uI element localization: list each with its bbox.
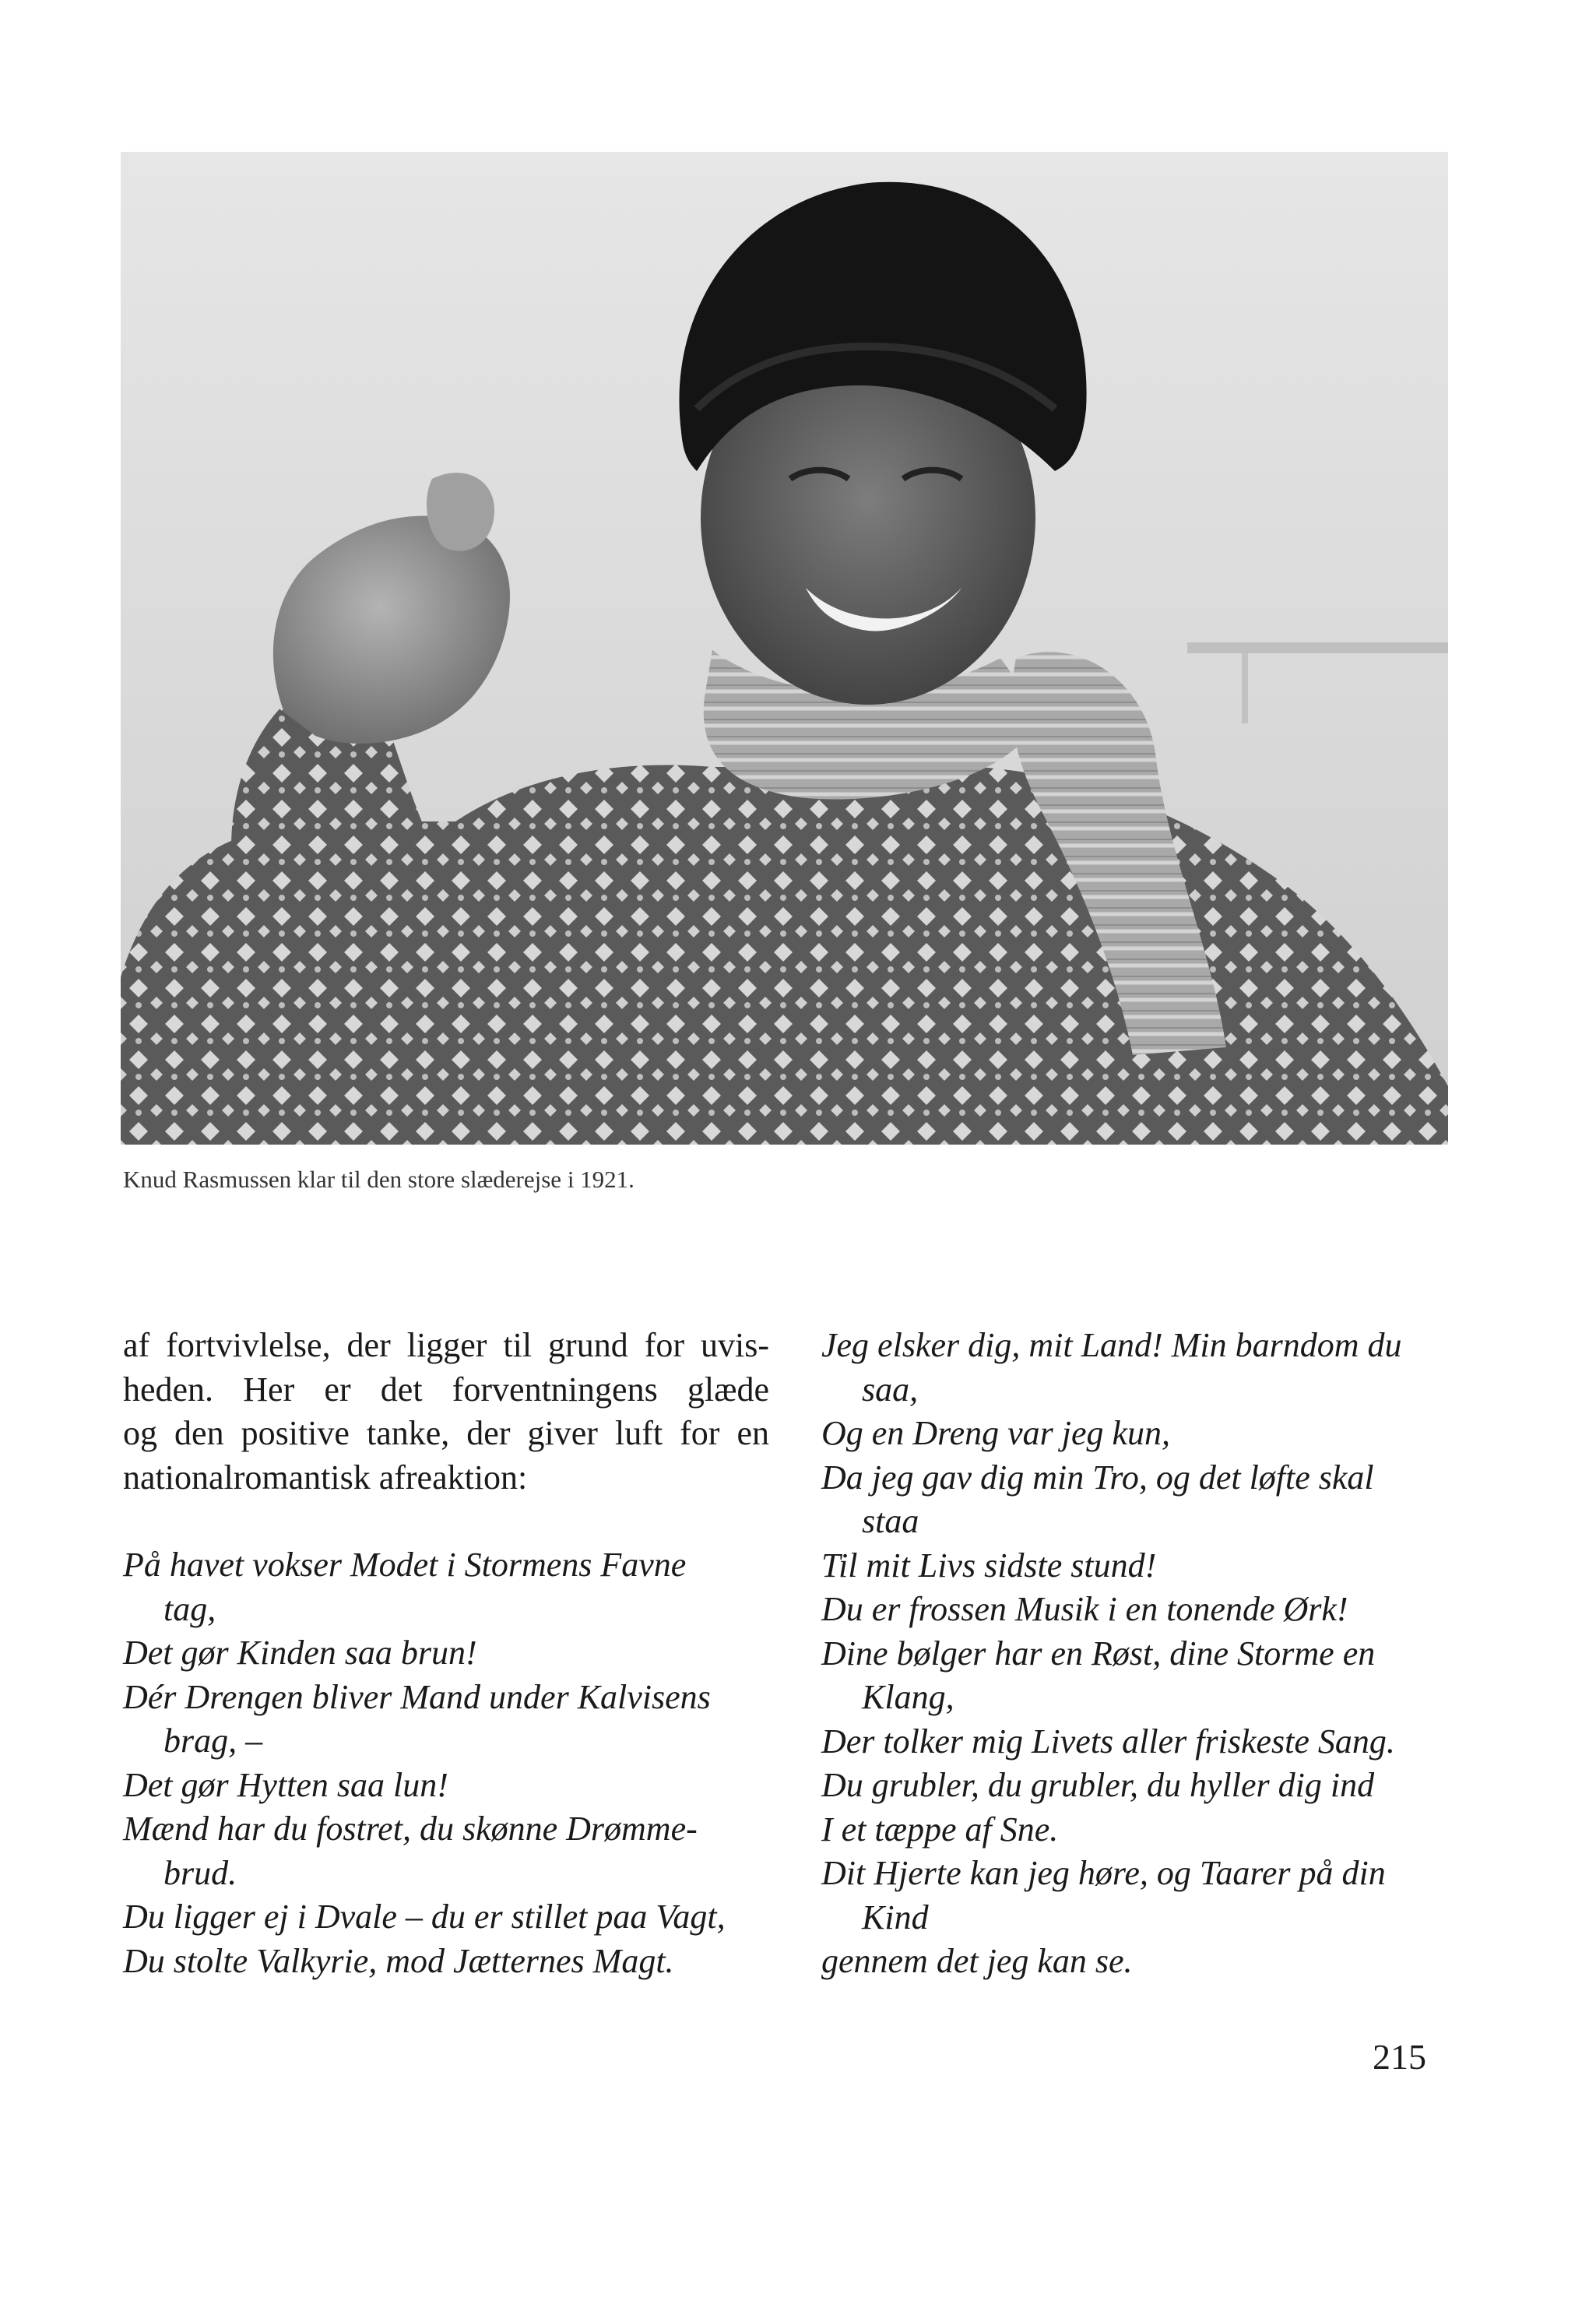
left-column	[123, 1324, 769, 1983]
prose-paragraph	[123, 1324, 769, 1500]
verse-line: På havet vokser Modet i Stormens Favne tag,	[123, 1546, 687, 1628]
portrait-photo	[121, 152, 1448, 1145]
verse-line: Til mit Livs sidste stund!	[821, 1546, 1157, 1585]
verse-line: Det gør Hytten saa lun!	[123, 1765, 448, 1804]
poem-stanza-right	[821, 1324, 1460, 1984]
verse-line: Da jeg gav dig min Tro, og det løfte skal staa	[821, 1458, 1374, 1540]
verse-line: Dit Hjerte kan jeg høre, og Taarer på din Kind	[821, 1854, 1386, 1936]
verse-line: Det gør Kinden saa brun!	[123, 1634, 477, 1672]
verse-line: Du ligger ej i Dvale – du er stillet paa Vagt,	[123, 1898, 726, 1936]
verse-line: Jeg elsker dig, mit Land! Min barndom du saa,	[821, 1326, 1402, 1409]
verse-line: Og en Dreng var jeg kun,	[821, 1414, 1171, 1452]
verse-line: Du er frossen Musik i en tonende Ørk!	[821, 1590, 1348, 1628]
prose-line: nationalromantisk afreaktion:	[123, 1458, 528, 1497]
verse-line: Der tolker mig Livets aller friskeste Sang.	[821, 1722, 1395, 1761]
portrait-photo-icon	[121, 152, 1448, 1145]
prose-line: af fortvivlelse, der ligger til grund for uvis-	[123, 1326, 769, 1364]
verse-line: I et tæppe af Sne.	[821, 1810, 1059, 1849]
verse-line: Mænd har du fostret, du skønne Drømme- brud.	[123, 1810, 698, 1892]
verse-line: gennem det jeg kan se.	[821, 1942, 1133, 1980]
right-column	[821, 1324, 1460, 1984]
poem-stanza-left	[123, 1543, 769, 1983]
verse-line: Dine bølger har en Røst, dine Storme en Klang,	[821, 1634, 1376, 1716]
prose-line: heden. Her er det forventningens glæde	[123, 1370, 769, 1409]
verse-line: Dér Drengen bliver Mand under Kalvisens brag, –	[123, 1677, 711, 1760]
page-number: 215	[1373, 2037, 1426, 2077]
verse-line: Du grubler, du grubler, du hyller dig ind	[821, 1766, 1375, 1804]
photo-caption: Knud Rasmussen klar til den store slæderejse i 1921.	[123, 1166, 635, 1193]
prose-line: og den positive tanke, der giver luft for en	[123, 1414, 769, 1452]
verse-line: Du stolte Valkyrie, mod Jætternes Magt.	[123, 1941, 674, 1980]
